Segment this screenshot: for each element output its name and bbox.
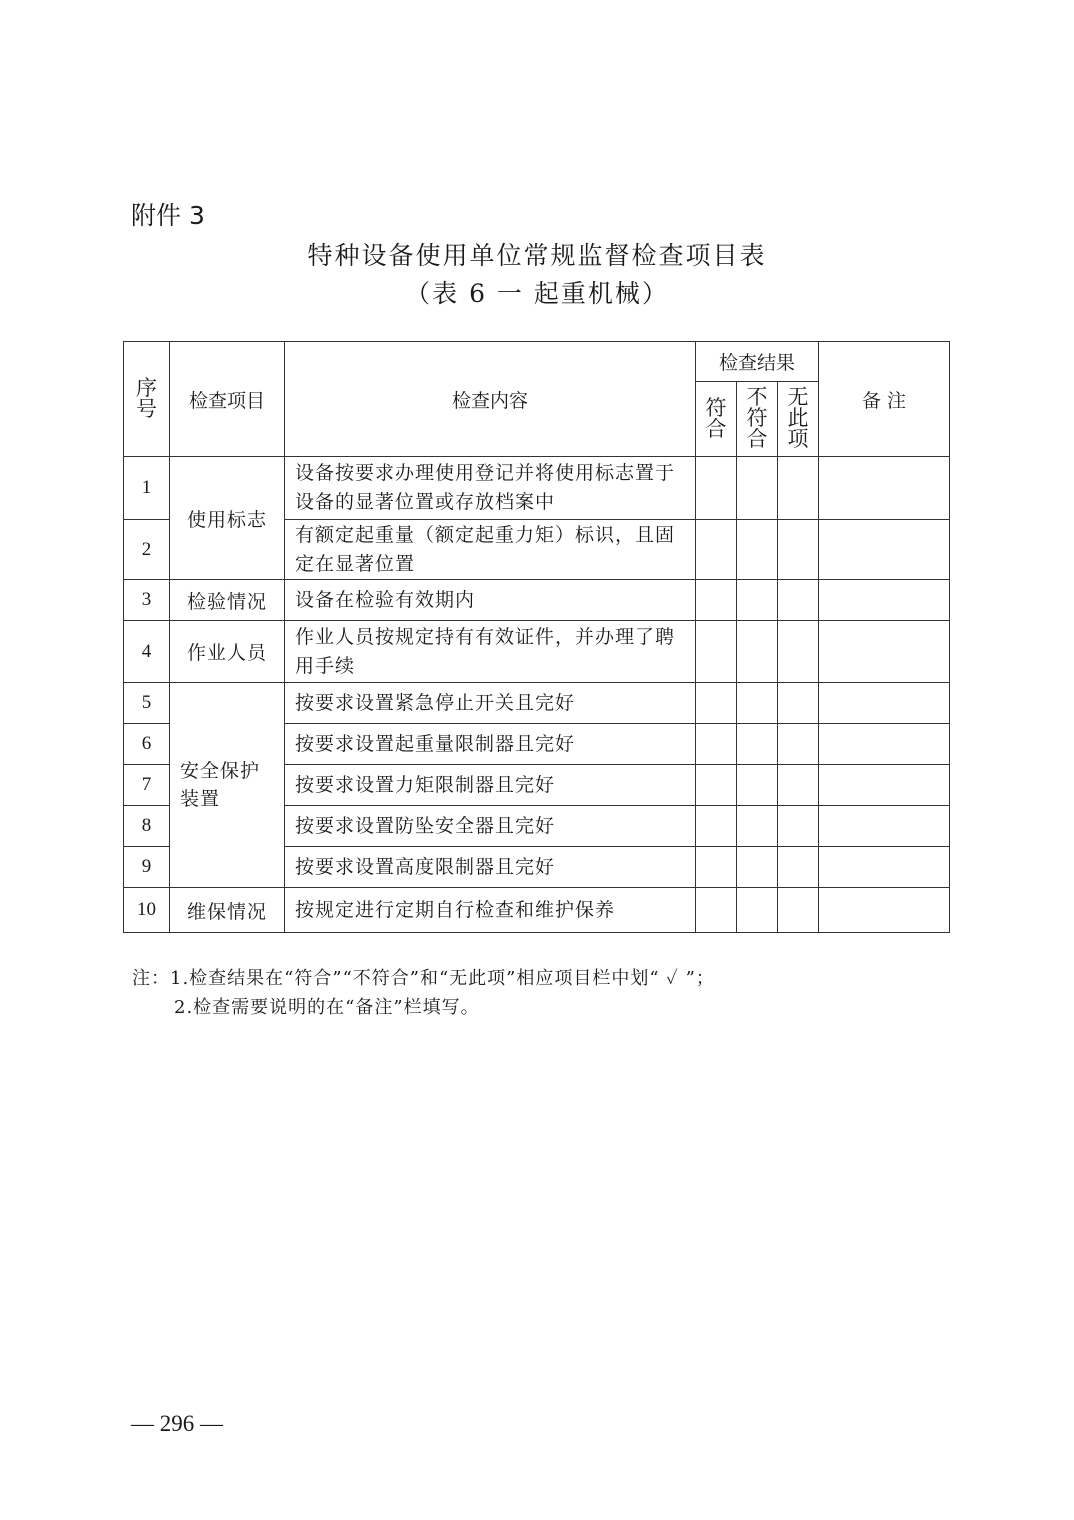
table-row bbox=[124, 457, 950, 520]
row-number: 4 bbox=[124, 621, 170, 683]
cell-remark[interactable] bbox=[819, 683, 950, 724]
cell-noncomply[interactable] bbox=[737, 621, 778, 683]
notes bbox=[132, 964, 715, 1022]
row-content: 设备在检验有效期内 bbox=[285, 580, 696, 621]
cell-remark[interactable] bbox=[819, 724, 950, 765]
table-row bbox=[124, 580, 950, 621]
cell-comply[interactable] bbox=[696, 724, 737, 765]
cell-noncomply[interactable] bbox=[737, 847, 778, 888]
item-operators: 作业人员 bbox=[170, 621, 285, 683]
cell-comply[interactable] bbox=[696, 765, 737, 806]
row-content: 按要求设置高度限制器且完好 bbox=[285, 847, 696, 888]
cell-noncomply[interactable] bbox=[737, 765, 778, 806]
cell-na[interactable] bbox=[778, 580, 819, 621]
row-content: 按要求设置防坠安全器且完好 bbox=[285, 806, 696, 847]
cell-na[interactable] bbox=[778, 888, 819, 933]
row-content: 作业人员按规定持有有效证件，并办理了聘用手续 bbox=[285, 621, 696, 683]
note-line-2: 2.检查需要说明的在“备注”栏填写。 bbox=[174, 997, 480, 1018]
cell-noncomply[interactable] bbox=[737, 520, 778, 580]
item-inspection: 检验情况 bbox=[170, 580, 285, 621]
cell-noncomply[interactable] bbox=[737, 683, 778, 724]
page-subtitle: （表 6 一 起重机械） bbox=[405, 279, 669, 308]
cell-remark[interactable] bbox=[819, 806, 950, 847]
row-number: 10 bbox=[124, 888, 170, 933]
cell-noncomply[interactable] bbox=[737, 457, 778, 520]
cell-comply[interactable] bbox=[696, 888, 737, 933]
cell-comply[interactable] bbox=[696, 520, 737, 580]
row-number: 8 bbox=[124, 806, 170, 847]
table-row bbox=[124, 888, 950, 933]
cell-na[interactable] bbox=[778, 621, 819, 683]
cell-comply[interactable] bbox=[696, 806, 737, 847]
item-usage-mark: 使用标志 bbox=[170, 457, 285, 580]
inspection-table bbox=[123, 341, 950, 933]
header-na: 无此项 bbox=[778, 382, 819, 457]
header-comply: 符合 bbox=[696, 382, 737, 457]
cell-remark[interactable] bbox=[819, 457, 950, 520]
item-safety-devices: 安全保护装置 bbox=[170, 683, 285, 888]
cell-na[interactable] bbox=[778, 806, 819, 847]
cell-comply[interactable] bbox=[696, 621, 737, 683]
row-content: 按规定进行定期自行检查和维护保养 bbox=[285, 888, 696, 933]
row-number: 6 bbox=[124, 724, 170, 765]
row-content: 按要求设置紧急停止开关且完好 bbox=[285, 683, 696, 724]
header-result-group: 检查结果 bbox=[696, 342, 819, 382]
cell-na[interactable] bbox=[778, 683, 819, 724]
cell-remark[interactable] bbox=[819, 888, 950, 933]
attachment-label: 附件 3 bbox=[131, 201, 205, 230]
header-noncomply: 不符合 bbox=[737, 382, 778, 457]
row-number: 2 bbox=[124, 520, 170, 580]
row-number: 1 bbox=[124, 457, 170, 520]
cell-noncomply[interactable] bbox=[737, 806, 778, 847]
cell-na[interactable] bbox=[778, 765, 819, 806]
cell-comply[interactable] bbox=[696, 580, 737, 621]
row-number: 7 bbox=[124, 765, 170, 806]
page-title: 特种设备使用单位常规监督检查项目表 bbox=[307, 241, 767, 270]
table-row bbox=[124, 621, 950, 683]
cell-remark[interactable] bbox=[819, 580, 950, 621]
cell-na[interactable] bbox=[778, 457, 819, 520]
row-number: 9 bbox=[124, 847, 170, 888]
row-number: 5 bbox=[124, 683, 170, 724]
cell-remark[interactable] bbox=[819, 520, 950, 580]
cell-na[interactable] bbox=[778, 724, 819, 765]
note-line-1: 注：1.检查结果在“符合”“不符合”和“无此项”相应项目栏中划“ ✓ ”； bbox=[132, 968, 715, 989]
row-number: 3 bbox=[124, 580, 170, 621]
cell-noncomply[interactable] bbox=[737, 724, 778, 765]
cell-comply[interactable] bbox=[696, 683, 737, 724]
header-item: 检查项目 bbox=[170, 342, 285, 457]
row-content: 按要求设置力矩限制器且完好 bbox=[285, 765, 696, 806]
cell-noncomply[interactable] bbox=[737, 580, 778, 621]
header-remark: 备 注 bbox=[819, 342, 950, 457]
page-number: — 296 — bbox=[131, 1411, 223, 1436]
row-content: 设备按要求办理使用登记并将使用标志置于设备的显著位置或存放档案中 bbox=[285, 457, 696, 520]
cell-noncomply[interactable] bbox=[737, 888, 778, 933]
row-content: 按要求设置起重量限制器且完好 bbox=[285, 724, 696, 765]
cell-na[interactable] bbox=[778, 520, 819, 580]
header-content: 检查内容 bbox=[285, 342, 696, 457]
header-seq: 序号 bbox=[124, 342, 170, 457]
table-row bbox=[124, 683, 950, 724]
row-content: 有额定起重量（额定起重力矩）标识，且固定在显著位置 bbox=[285, 520, 696, 580]
cell-remark[interactable] bbox=[819, 847, 950, 888]
cell-comply[interactable] bbox=[696, 457, 737, 520]
cell-remark[interactable] bbox=[819, 621, 950, 683]
cell-na[interactable] bbox=[778, 847, 819, 888]
item-maintenance: 维保情况 bbox=[170, 888, 285, 933]
cell-comply[interactable] bbox=[696, 847, 737, 888]
cell-remark[interactable] bbox=[819, 765, 950, 806]
